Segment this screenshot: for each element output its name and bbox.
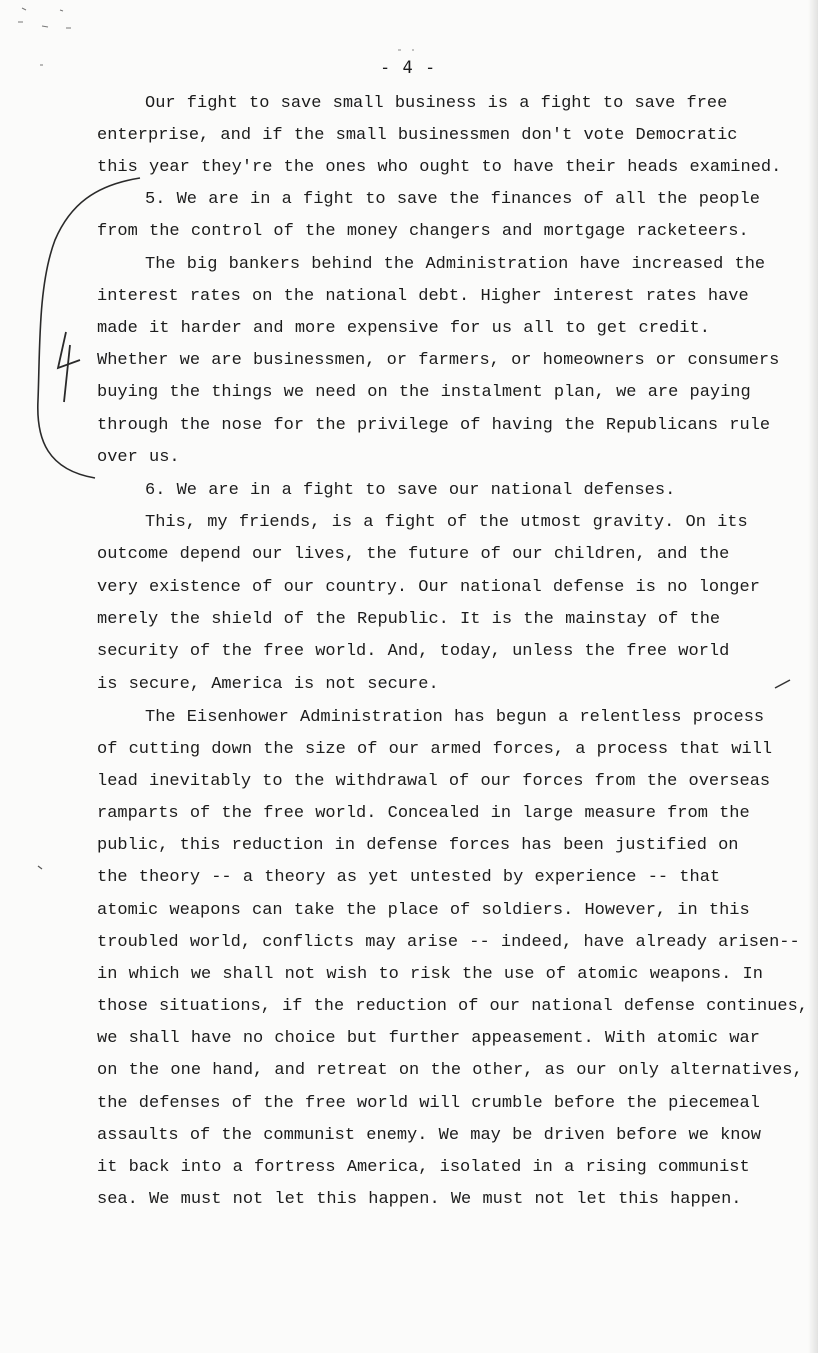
handwritten-four-mark [58,332,80,402]
text-line: the defenses of the free world will crumble before the piecemeal [97,1094,760,1113]
text-line: 5. We are in a fight to save the finances of all the people [145,190,760,209]
text-line: lead inevitably to the withdrawal of our forces from the overseas [97,772,771,791]
text-line: 6. We are in a fight to save our national defenses. [145,481,676,500]
text-line: sea. We must not let this happen. We must not let this happen. [97,1190,742,1209]
text-line: enterprise, and if the small businessmen don't vote Democratic [97,126,738,145]
text-line: over us. [97,448,180,467]
text-line: from the control of the money changers and mortgage racketeers. [97,222,749,241]
text-line: security of the free world. And, today, unless the free world [97,642,730,661]
text-line: this year they're the ones who ought to have their heads examined. [97,158,782,177]
text-line: the theory -- a theory as yet untested by experience -- that [97,868,721,887]
text-line: atomic weapons can take the place of soldiers. However, in this [97,901,750,920]
text-line: is secure, America is not secure. [97,675,439,694]
text-line: on the one hand, and retreat on the other, as our only alternatives, [97,1061,803,1080]
text-line: through the nose for the privilege of having the Republicans rule [97,416,771,435]
text-line: made it harder and more expensive for us all to get credit. [97,319,710,338]
text-line: interest rates on the national debt. Higher interest rates have [97,287,749,306]
text-line: those situations, if the reduction of our national defense continues, [97,997,808,1016]
text-line: in which we shall not wish to risk the use of atomic weapons. In [97,965,763,984]
text-line: buying the things we need on the instalment plan, we are paying [97,383,751,402]
text-line: ramparts of the free world. Concealed in large measure from the [97,804,750,823]
text-line: assaults of the communist enemy. We may be driven before we know [97,1126,761,1145]
text-line: outcome depend our lives, the future of our children, and the [97,545,730,564]
text-line: of cutting down the size of our armed forces, a process that will [97,740,773,759]
text-line: The big bankers behind the Administration have increased the [145,255,766,274]
text-line: it back into a fortress America, isolated in a rising communist [97,1158,750,1177]
left-margin-tick-mark [38,866,42,869]
page-number: - 4 - [380,58,437,78]
right-margin-tick-mark [775,680,790,688]
text-line: merely the shield of the Republic. It is the mainstay of the [97,610,721,629]
corner-specks [18,8,71,65]
text-line: we shall have no choice but further appeasement. With atomic war [97,1029,760,1048]
text-line: This, my friends, is a fight of the utmost gravity. On its [145,513,748,532]
text-line: The Eisenhower Administration has begun a relentless process [145,708,765,727]
text-line: very existence of our country. Our national defense is no longer [97,578,760,597]
text-line: Our fight to save small business is a fight to save free [145,94,728,113]
text-line: troubled world, conflicts may arise -- indeed, have already arisen-- [97,933,800,952]
text-line: public, this reduction in defense forces has been justified on [97,836,739,855]
text-line: Whether we are businessmen, or farmers, or homeowners or consumers [97,351,780,370]
